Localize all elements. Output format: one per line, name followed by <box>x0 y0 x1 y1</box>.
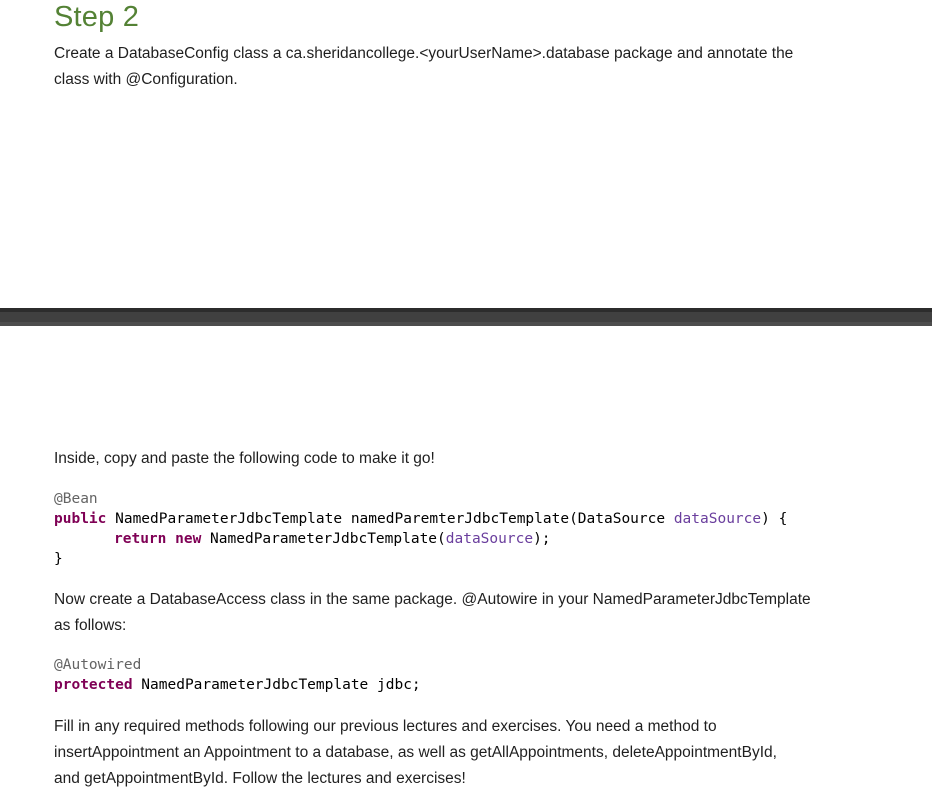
protected-keyword: protected <box>54 677 133 693</box>
intro-paragraph <box>54 41 874 93</box>
step-heading: Step 2 <box>54 1 140 33</box>
public-keyword: public <box>54 511 107 527</box>
access-line-1: Now create a DatabaseAccess class in the same package. @Autowire in your NamedParameterJdbcTemplate <box>54 591 811 608</box>
access-instruction <box>54 587 874 639</box>
code-line-closing-brace <box>54 549 787 569</box>
page-divider-top-edge <box>0 308 932 312</box>
return-constructor-text: NamedParameterJdbcTemplate( <box>201 531 446 547</box>
code-line-return <box>54 529 787 549</box>
return-end: ); <box>533 531 551 547</box>
method-signature-text: NamedParameterJdbcTemplate namedParemterJdbcTemplate(DataSource <box>106 511 674 527</box>
method-signature-end: ) { <box>761 511 788 527</box>
page-divider-bottom-edge <box>0 322 932 326</box>
field-declaration-text: NamedParameterJdbcTemplate jdbc; <box>132 677 421 693</box>
code-line-autowired-annotation <box>54 655 421 675</box>
copy-instruction: Inside, copy and paste the following code to make it go! <box>54 450 435 467</box>
code-line-field-declaration <box>54 675 421 695</box>
autowired-annotation: @Autowired <box>54 657 142 673</box>
intro-line-2: class with @Configuration. <box>54 71 238 88</box>
code-line-method-signature <box>54 509 787 529</box>
final-line-3: and getAppointmentById. Follow the lectures and exercises! <box>54 770 466 787</box>
code-line-annotation <box>54 489 787 509</box>
return-keyword: return <box>114 531 167 547</box>
final-line-2: insertAppointment an Appointment to a database, as well as getAllAppointments, deleteAppointmentById, <box>54 744 777 761</box>
final-line-1: Fill in any required methods following our previous lectures and exercises. You need a method to <box>54 718 717 735</box>
intro-line-1: Create a DatabaseConfig class a ca.sheridancollege.<yourUserName>.database package and annotate the <box>54 45 794 62</box>
final-instruction <box>54 714 874 792</box>
bean-annotation: @Bean <box>54 491 98 507</box>
new-keyword: new <box>175 531 202 547</box>
closing-brace: } <box>54 551 63 567</box>
datasource-arg: dataSource <box>445 531 534 547</box>
datasource-param: dataSource <box>673 511 762 527</box>
access-line-2: as follows: <box>54 617 127 634</box>
code-block-autowired <box>54 655 421 695</box>
code-block-database-config <box>54 489 787 569</box>
